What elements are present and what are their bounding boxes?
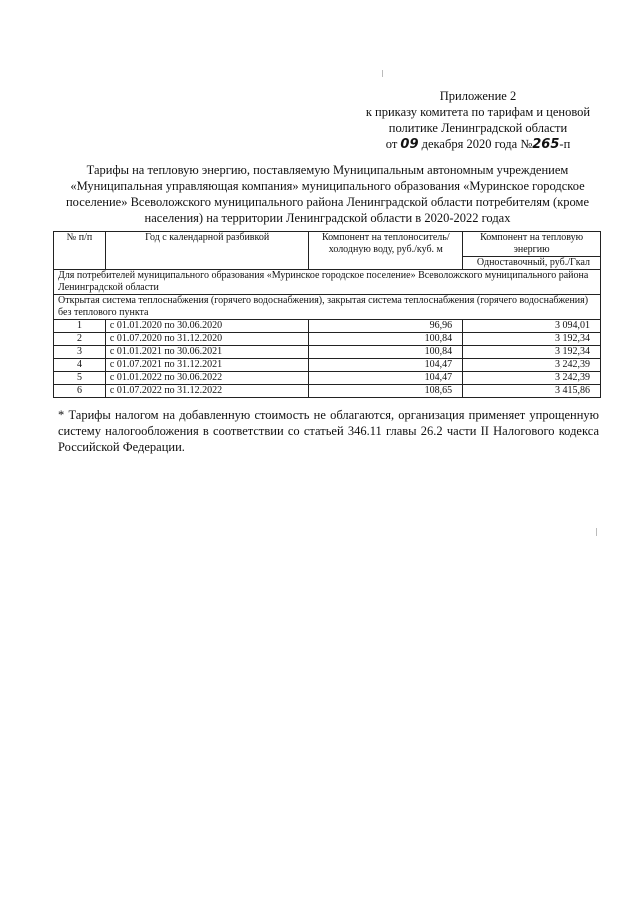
- row-num: 5: [54, 372, 106, 385]
- header-carrier-component: Компонент на теплоноситель/ холодную воду, руб./куб. м: [309, 232, 463, 270]
- appendix-line-2: к приказу комитета по тарифам и ценовой: [365, 105, 591, 119]
- system-type: Открытая система теплоснабжения (горячего водоснабжения), закрытая система теплоснабжения (горячего водоснабжения) без теплового пункта: [54, 295, 601, 320]
- title-line-1: Тарифы на тепловую энергию, поставляемую Муниципальным автономным учреждением: [86, 163, 569, 177]
- row-period: с 01.07.2021 по 31.12.2021: [105, 359, 309, 372]
- row-energy-value: 3 415,86: [463, 385, 601, 398]
- scan-mark: [596, 528, 597, 536]
- header-energy-component: Компонент на тепловую энергию: [463, 232, 601, 257]
- row-num: 6: [54, 385, 106, 398]
- table-group-row: [54, 270, 601, 295]
- table-row: [54, 359, 601, 372]
- scan-mark: [382, 70, 383, 77]
- table-row: [54, 346, 601, 359]
- tax-footnote: * Тарифы налогом на добавленную стоимость не облагаются, организация применяет упрощенную систему налогообложения в соответствии со статьей 346.11 главы 26.2 части II Налогового кодекса Российской Федерации.: [58, 408, 599, 454]
- row-energy-value: 3 192,34: [463, 333, 601, 346]
- title-line-2: «Муниципальная управляющая компания» муниципального образования «Муринское городское: [70, 179, 585, 193]
- table-header-row: [54, 232, 601, 257]
- row-carrier-value: 108,65: [309, 385, 463, 398]
- row-period: с 01.07.2020 по 31.12.2020: [105, 333, 309, 346]
- order-number-handwritten: 265: [532, 137, 560, 152]
- document-title: [55, 162, 600, 226]
- appendix-line-3: политике Ленинградской области: [388, 121, 568, 135]
- row-num: 2: [54, 333, 106, 346]
- row-num: 4: [54, 359, 106, 372]
- row-period: с 01.01.2022 по 30.06.2022: [105, 372, 309, 385]
- row-energy-value: 3 192,34: [463, 346, 601, 359]
- header-energy-single-rate: Одноставочный, руб./Гкал: [463, 257, 601, 270]
- row-carrier-value: 104,47: [309, 372, 463, 385]
- order-date-prefix: от: [385, 137, 398, 151]
- header-period: Год с календарной разбивкой: [105, 232, 309, 270]
- row-period: с 01.07.2022 по 31.12.2022: [105, 385, 309, 398]
- title-line-4: населения) на территории Ленинградской области в 2020-2022 годах: [144, 211, 511, 225]
- table-row: [54, 333, 601, 346]
- row-carrier-value: 96,96: [309, 320, 463, 333]
- table-row: [54, 372, 601, 385]
- row-energy-value: 3 242,39: [463, 372, 601, 385]
- order-number-suffix: -п: [559, 137, 571, 151]
- row-energy-value: 3 242,39: [463, 359, 601, 372]
- appendix-header: [358, 88, 598, 153]
- row-carrier-value: 100,84: [309, 346, 463, 359]
- appendix-line-1: Приложение 2: [439, 89, 517, 103]
- order-date-middle: декабря 2020 года №: [421, 137, 533, 151]
- table-group-row: [54, 295, 601, 320]
- row-period: с 01.01.2020 по 30.06.2020: [105, 320, 309, 333]
- row-num: 1: [54, 320, 106, 333]
- row-carrier-value: 104,47: [309, 359, 463, 372]
- header-num: № п/п: [54, 232, 106, 270]
- order-day-handwritten: 09: [400, 137, 419, 152]
- tariff-table: [53, 231, 601, 398]
- row-carrier-value: 100,84: [309, 333, 463, 346]
- consumer-group: Для потребителей муниципального образования «Муринское городское поселение» Всеволожского муниципального района Ленинградской области: [54, 270, 601, 295]
- table-row: [54, 385, 601, 398]
- row-num: 3: [54, 346, 106, 359]
- row-energy-value: 3 094,01: [463, 320, 601, 333]
- table-row: [54, 320, 601, 333]
- title-line-3: поселение» Всеволожского муниципального района Ленинградской области потребителям (кроме: [65, 195, 589, 209]
- row-period: с 01.01.2021 по 30.06.2021: [105, 346, 309, 359]
- appendix-line-4: [358, 136, 598, 153]
